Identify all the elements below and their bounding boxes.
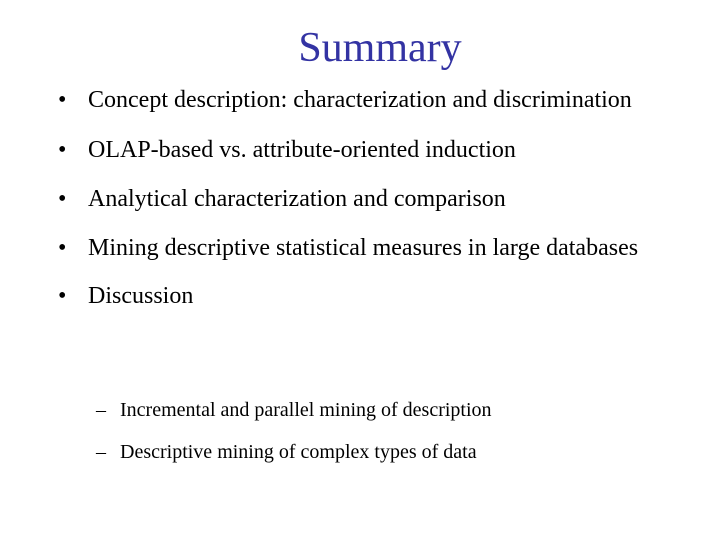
bullet-marker: • bbox=[58, 186, 67, 212]
bullet-item bbox=[58, 82, 678, 118]
bullet-marker: • bbox=[58, 283, 67, 309]
bullet-text: Discussion bbox=[88, 283, 194, 309]
bullet-text: OLAP-based vs. attribute-oriented induction bbox=[88, 137, 516, 163]
bullet-marker: • bbox=[58, 87, 67, 113]
slide-title: Summary bbox=[298, 25, 462, 71]
bullet-list bbox=[58, 82, 678, 314]
bullet-item bbox=[58, 132, 678, 168]
bullet-marker: • bbox=[58, 235, 67, 261]
sub-bullet-text: Incremental and parallel mining of description bbox=[120, 399, 492, 421]
sub-bullet-marker: – bbox=[96, 399, 106, 421]
bullet-text: Concept description: characterization and discrimination bbox=[88, 87, 632, 113]
bullet-item bbox=[58, 230, 678, 266]
sub-bullet-item bbox=[96, 434, 676, 470]
sub-bullet-text: Descriptive mining of complex types of data bbox=[120, 441, 477, 463]
bullet-item bbox=[58, 181, 678, 217]
sub-bullet-list bbox=[96, 392, 676, 470]
bullet-item bbox=[58, 278, 678, 314]
bullet-text: Mining descriptive statistical measures in large databases bbox=[88, 235, 639, 261]
sub-bullet-item bbox=[96, 392, 676, 428]
sub-bullet-marker: – bbox=[96, 441, 106, 463]
bullet-marker: • bbox=[58, 137, 67, 163]
bullet-text: Analytical characterization and comparison bbox=[88, 186, 506, 212]
